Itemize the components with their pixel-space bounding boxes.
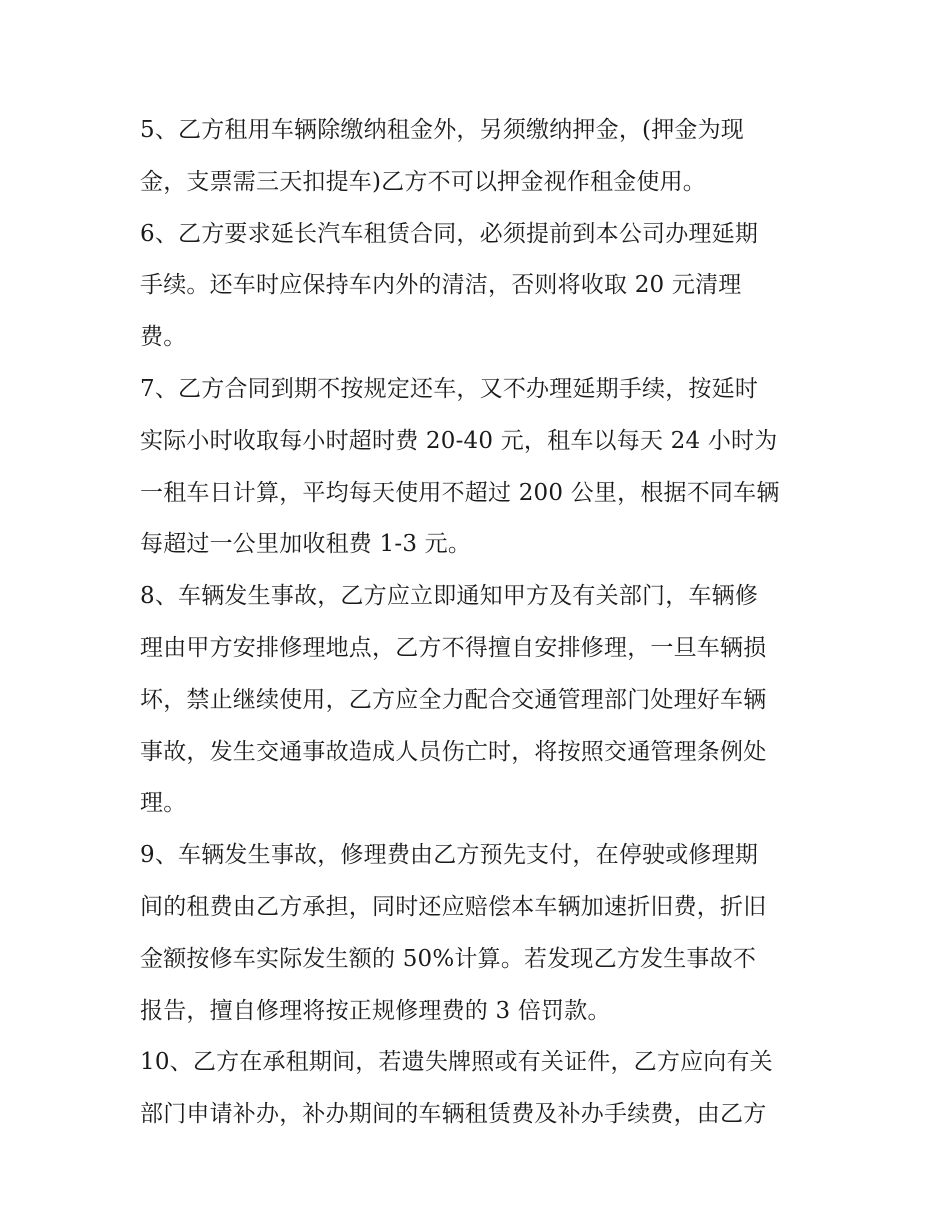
text-line: 每超过一公里加收租费 1-3 元。 [140,531,472,558]
text-line: 费。 [140,324,187,351]
text-line: 8、车辆发生事故，乙方应立即通知甲方及有关部门，车辆修 [140,583,759,610]
text-line: 坏，禁止继续使用，乙方应全力配合交通管理部门处理好车辆 [140,686,767,713]
text-line: 金，支票需三天扣提车)乙方不可以押金视作租金使用。 [140,168,706,195]
text-line: 部门申请补办，补办期间的车辆租赁费及补办手续费，由乙方 [140,1101,767,1128]
text-line: 9、车辆发生事故，修理费由乙方预先支付，在停驶或修理期 [140,842,759,869]
text-line: 实际小时收取每小时超时费 20-40 元，租车以每天 24 小时为 [140,427,778,454]
text-line: 5、乙方租用车辆除缴纳租金外，另须缴纳押金，(押金为现 [140,117,745,143]
text-line: 7、乙方合同到期不按规定还车，又不办理延期手续，按延时 [140,375,759,402]
text-line: 一租车日计算，平均每天使用不超过 200 公里，根据不同车辆 [140,479,780,506]
text-line: 事故，发生交通事故造成人员伤亡时，将按照交通管理条例处 [140,738,767,765]
text-line: 理。 [140,790,187,817]
text-line: 报告，擅自修理将按正规修理费的 3 倍罚款。 [140,997,611,1024]
text-line: 10、乙方在承租期间，若遗失牌照或有关证件，乙方应向有关 [140,1049,773,1076]
text-line: 6、乙方要求延长汽车租赁合同，必须提前到本公司办理延期 [140,220,759,247]
document-body [140,105,812,1141]
text-line: 间的租费由乙方承担，同时还应赔偿本车辆加速折旧费，折旧 [140,893,767,920]
text-line: 金额按修车实际发生额的 50%计算。若发现乙方发生事故不 [140,945,757,972]
text-line: 手续。还车时应保持车内外的清洁，否则将收取 20 元清理 [140,272,742,299]
text-line: 理由甲方安排修理地点，乙方不得擅自安排修理，一旦车辆损 [140,634,767,661]
